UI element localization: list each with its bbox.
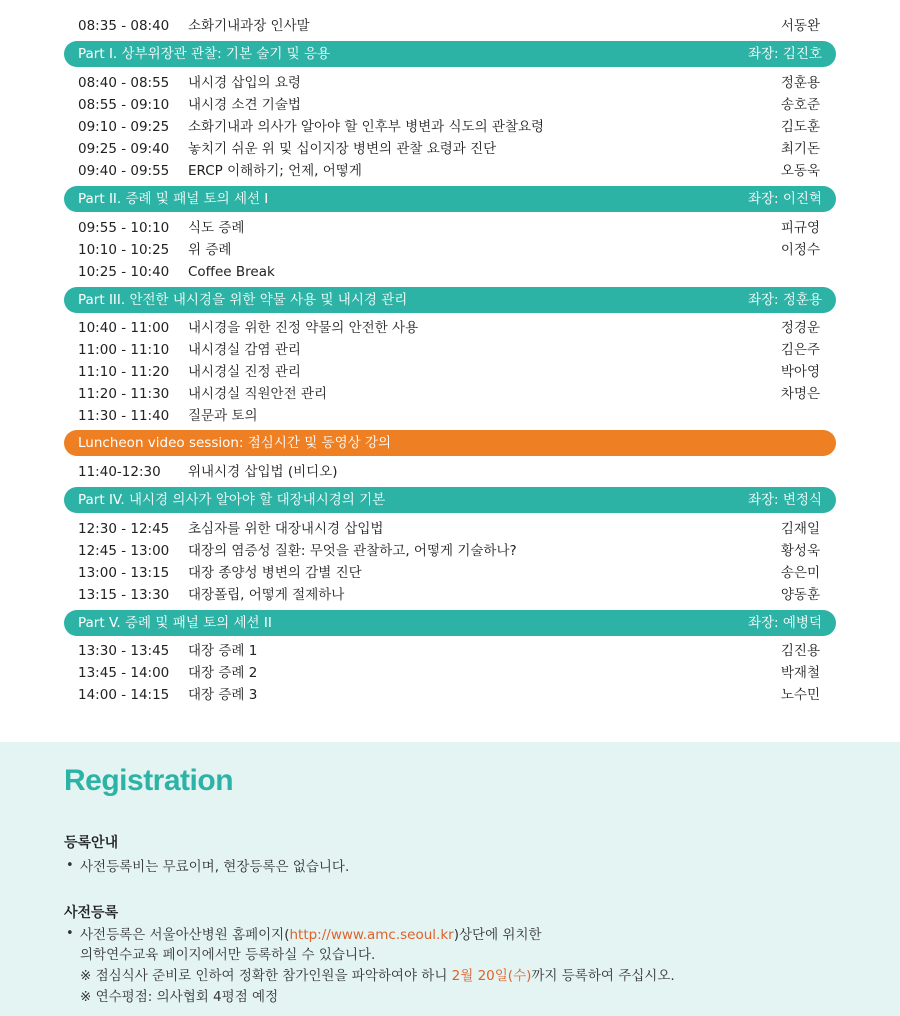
schedule-row [0,361,900,383]
bullet-icon: • [66,926,74,941]
schedule-row [0,339,900,361]
session-time: 13:30 - 13:45 [78,643,170,659]
session-time: 13:45 - 14:00 [78,665,170,681]
schedule-row [0,160,900,182]
session-time: 13:15 - 13:30 [78,587,170,603]
session-title: 내시경을 위한 진정 약물의 안전한 사용 [188,320,419,336]
schedule-row [0,405,900,427]
session-title: Coffee Break [188,264,275,280]
session-speaker: 김재일 [780,521,820,537]
session-speaker: 김은주 [780,342,820,358]
session-time: 12:45 - 13:00 [78,543,170,559]
session-title: 놓치기 쉬운 위 및 십이지장 병변의 관찰 요령과 진단 [188,141,497,157]
session-title: 소화기내과 의사가 알아야 할 인후부 병변과 식도의 관찰요령 [188,119,545,135]
lunch-note-text: ※ 점심식사 준비로 인하여 정확한 참가인원을 파악하여야 하니 [80,968,452,984]
session-speaker: 노수민 [780,687,820,703]
session-speaker: 김진용 [780,643,820,659]
session-title: 대장 증례 3 [188,687,258,703]
part-chair: 좌장: 이진혁 [747,191,822,207]
session-time: 08:55 - 09:10 [78,97,170,113]
session-time: 09:55 - 10:10 [78,220,170,236]
part-header-bar [64,287,836,313]
registration-section [0,742,900,1016]
session-title: 대장폴립, 어떻게 절제하나 [188,587,345,603]
part-title: Part II. 증례 및 패널 토의 세션 I [78,191,269,207]
part-chair: 좌장: 변정식 [747,492,822,508]
registration-heading: Registration [64,764,234,797]
lunch-note [80,966,675,986]
schedule-row [0,239,900,261]
homepage-link[interactable]: http://www.amc.seoul.kr [289,927,454,943]
schedule-row [0,72,900,94]
session-title: 위 증례 [188,242,232,258]
session-title: 대장 증례 2 [188,665,258,681]
session-title: 내시경 소견 기술법 [188,97,301,113]
part-title: Part III. 안전한 내시경을 위한 약물 사용 및 내시경 관리 [78,292,408,308]
schedule-row [0,518,900,540]
luncheon-header-bar [64,430,836,456]
schedule-row [0,662,900,684]
session-time: 08:40 - 08:55 [78,75,170,91]
part-title: Part IV. 내시경 의사가 알아야 할 대장내시경의 기본 [78,492,386,508]
session-title: 대장의 염증성 질환: 무엇을 관찰하고, 어떻게 기술하나? [188,543,517,559]
session-speaker: 황성욱 [780,543,820,559]
session-title: 위내시경 삽입법 (비디오) [188,464,338,480]
session-title: ERCP 이해하기; 언제, 어떻게 [188,163,362,179]
part-header-bar [64,487,836,513]
schedule-row [0,540,900,562]
pre-registration-line-1 [80,925,542,945]
session-speaker: 박아영 [780,364,820,380]
pre-registration-text: )상단에 위치한 [453,927,542,943]
session-speaker: 최기돈 [780,141,820,157]
session-time: 11:40-12:30 [78,464,161,480]
session-title: 질문과 토의 [188,408,258,424]
schedule-row [0,461,900,483]
session-speaker: 송호준 [780,97,820,113]
pre-registration-line-2: 의학연수교육 페이지에서만 등록하실 수 있습니다. [80,947,376,963]
registration-info-heading: 등록안내 [64,835,119,851]
schedule-row [0,383,900,405]
lunch-note-text: 까지 등록하여 주십시오. [531,968,675,984]
session-time: 09:25 - 09:40 [78,141,170,157]
session-speaker: 박재철 [780,665,820,681]
part-title: Luncheon video session: 점심시간 및 동영상 강의 [78,435,392,451]
session-time: 09:10 - 09:25 [78,119,170,135]
session-time: 12:30 - 12:45 [78,521,170,537]
schedule-row [0,15,900,37]
session-speaker: 김도훈 [780,119,820,135]
session-time: 11:00 - 11:10 [78,342,170,358]
schedule-row [0,116,900,138]
session-title: 식도 증례 [188,220,245,236]
session-title: 내시경실 감염 관리 [188,342,301,358]
session-title: 내시경실 직원안전 관리 [188,386,327,402]
session-time: 11:20 - 11:30 [78,386,170,402]
session-time: 10:25 - 10:40 [78,264,170,280]
part-chair: 좌장: 정훈용 [747,292,822,308]
schedule-row [0,261,900,283]
schedule-row [0,684,900,706]
session-time: 10:10 - 10:25 [78,242,170,258]
deadline-date: 2월 20일(수) [451,968,532,984]
session-speaker: 정경운 [780,320,820,336]
session-speaker: 차명은 [780,386,820,402]
schedule-row [0,317,900,339]
session-speaker: 송은미 [780,565,820,581]
schedule-row [0,138,900,160]
schedule-row [0,217,900,239]
session-time: 10:40 - 11:00 [78,320,170,336]
session-time: 11:10 - 11:20 [78,364,170,380]
part-header-bar [64,41,836,67]
schedule-row [0,94,900,116]
schedule-row [0,584,900,606]
session-title: 대장 증례 1 [188,643,258,659]
session-title: 초심자를 위한 대장내시경 삽입법 [188,521,384,537]
pre-registration-heading: 사전등록 [64,905,119,921]
session-time: 08:35 - 08:40 [78,18,170,34]
session-speaker: 이정수 [780,242,820,258]
part-title: Part V. 증례 및 패널 토의 세션 II [78,615,272,631]
session-title: 내시경 삽입의 요령 [188,75,301,91]
part-header-bar [64,610,836,636]
part-title: Part I. 상부위장관 관찰: 기본 술기 및 응용 [78,46,331,62]
part-header-bar [64,186,836,212]
session-title: 내시경실 진정 관리 [188,364,301,380]
registration-info-text: 사전등록비는 무료이며, 현장등록은 없습니다. [80,859,350,875]
session-time: 14:00 - 14:15 [78,687,170,703]
session-speaker: 서동완 [780,18,820,34]
session-title: 소화기내과장 인사말 [188,18,310,34]
schedule-row [0,640,900,662]
session-speaker: 오동욱 [780,163,820,179]
session-title: 대장 종양성 병변의 감별 진단 [188,565,362,581]
schedule-row [0,562,900,584]
session-time: 11:30 - 11:40 [78,408,170,424]
session-speaker: 정훈용 [780,75,820,91]
bullet-icon: • [66,858,74,873]
session-time: 13:00 - 13:15 [78,565,170,581]
part-chair: 좌장: 김진호 [747,46,822,62]
session-speaker: 양동훈 [780,587,820,603]
session-speaker: 피규영 [780,220,820,236]
pre-registration-text: 사전등록은 서울아산병원 홈페이지( [80,927,290,943]
credit-note: ※ 연수평점: 의사협회 4평점 예정 [80,989,279,1005]
session-time: 09:40 - 09:55 [78,163,170,179]
part-chair: 좌장: 예병덕 [747,615,822,631]
